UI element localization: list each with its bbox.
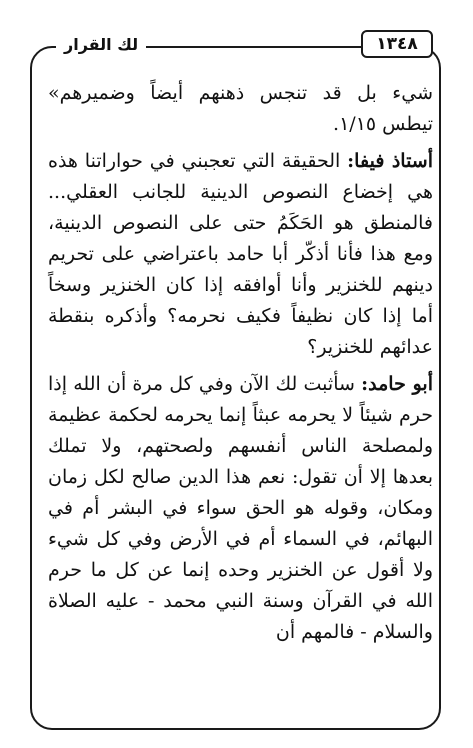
- running-title: لك القرار: [56, 32, 146, 58]
- speaker-label: أستاذ فيفا:: [347, 150, 434, 172]
- paragraph-3: [48, 369, 433, 648]
- paragraph-3-text: سأثبت لك الآن وفي كل مرة أن الله إذا حرم شيئاً لا يحرمه عبثاً إنما يحرمه لحكمة عظيمة ولمصلحة الناس أنفسهم ولصحتهم، ولا تملك بعدها إلا أن تقول: نعم هذا الدين صالح لكل زمان ومكان، وقوله هو الحق سواء في البشر أم في البهائم، في السماء أم في الأرض وفي كل شيء ولا أقول عن الخنزير وحده إنما عن كل ما حرم الله في القرآن وسنة النبي محمد - عليه الصلاة والسلام - فالمهم أن: [48, 373, 433, 643]
- page-number: ١٣٤٨: [361, 30, 433, 58]
- body-text: [48, 78, 433, 654]
- paragraph-1: شيء بل قد تنجس ذهنهم أيضاً وضميرهم» تيطس ١/١٥.: [48, 82, 433, 135]
- speaker-label: أبو حامد:: [361, 373, 433, 395]
- page-header: [56, 30, 433, 62]
- paragraph-2: [48, 146, 433, 363]
- paragraph-2-text: الحقيقة التي تعجبني في حواراتنا هذه هي إخضاع النصوص الدينية للجانب العقلي... فالمنطق هو الحَكَمُ حتى على النصوص الدينية، ومع هذا فأنا أذكّر أبا حامد باعتراضي على تحريم دينهم للخنزير وأنا أوافقه إذا كان الخنزير وسخاً أما إذا كان نظيفاً فكيف نحرمه؟ وأذكره بنقطة عدائهم للخنزير؟: [48, 150, 433, 358]
